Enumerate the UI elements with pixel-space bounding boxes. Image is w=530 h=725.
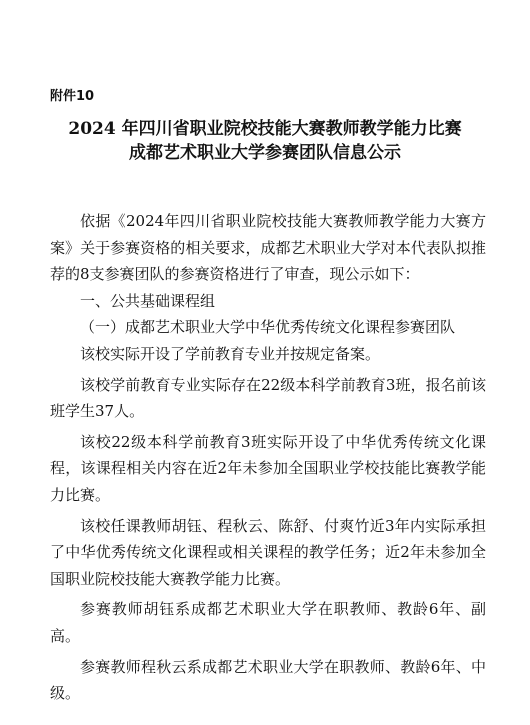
body-paragraph: 参赛教师程秋云系成都艺术职业大学在职教师、教龄6年、中级。 (50, 657, 486, 703)
body-paragraph: 该校22级本科学前教育3班实际开设了中华优秀传统文化课程，该课程相关内容在近2年未参加全国职业学校技能比赛教学能力比赛。 (50, 432, 486, 504)
section-heading: 一、公共基础课程组 (80, 291, 216, 310)
body-paragraph: 参赛教师胡钰系成都艺术职业大学在职教师、教龄6年、副高。 (50, 600, 486, 645)
document-body (50, 208, 486, 707)
body-paragraph: 该校实际开设了学前教育专业并按规定备案。 (80, 344, 381, 363)
subsection-heading: （一）成都艺术职业大学中华优秀传统文化课程参赛团队 (80, 318, 456, 337)
body-paragraph: 该校学前教育专业实际存在22级本科学前教育3班，报名前该班学生37人。 (50, 375, 486, 421)
intro-paragraph: 依据《2024年四川省职业院校技能大赛教师教学能力大赛方案》关于参赛资格的相关要求，成都艺术职业大学对本代表队拟推荐的8支参赛团队的参赛资格进行了审查，现公示如下： (50, 212, 486, 284)
body-paragraph: 该校任课教师胡钰、程秋云、陈舒、付爽竹近3年内实际承担了中华优秀传统文化课程或相关课程的教学任务；近2年未参加全国职业院校技能大赛教学能力比赛。 (50, 516, 486, 588)
attachment-label: 附件10 (50, 89, 95, 104)
document-title-line-2: 成都艺术职业大学参赛团队信息公示 (129, 143, 401, 163)
document-title-line-1: 2024 年四川省职业院校技能大赛教师教学能力比赛 (68, 119, 462, 139)
